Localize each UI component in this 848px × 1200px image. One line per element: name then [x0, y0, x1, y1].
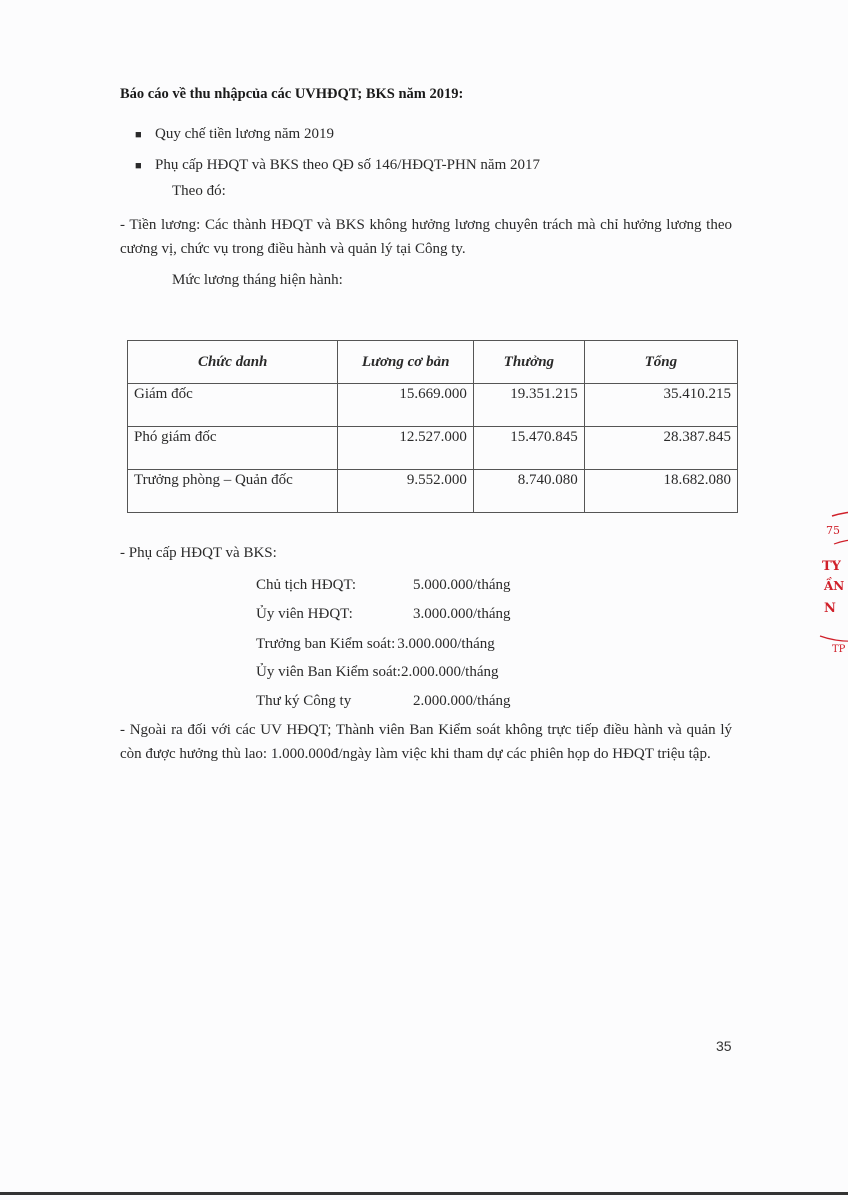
- table-row: [128, 384, 738, 427]
- allowance-role: Thư ký Công ty: [256, 693, 352, 709]
- salary-paragraph: - Tiền lương: Các thành HĐQT và BKS không hưởng lương chuyên trách mà chỉ hưởng lương theo cương vị, chức vụ trong điều hành và quản lý tại Công ty.: [120, 217, 732, 257]
- allowance-row: [256, 636, 495, 653]
- bullet-dot-icon: ■: [135, 128, 142, 141]
- allowance-amount: 3.000.000/tháng: [397, 636, 495, 652]
- cell-bonus: 19.351.215: [473, 384, 584, 427]
- stamp-fragment: TY: [822, 559, 841, 574]
- closing-paragraph: - Ngoài ra đối với các UV HĐQT; Thành viên Ban Kiểm soát không trực tiếp điều hành và quản lý còn được hưởng thù lao: 1.000.000đ/ngày làm việc khi tham dự các phiên họp do HĐQT triệu tập.: [120, 722, 732, 762]
- allowance-amount: 2.000.000/tháng: [413, 693, 511, 709]
- bullet-dot-icon: ■: [135, 159, 142, 172]
- allowance-amount: 2.000.000/tháng: [400, 664, 499, 680]
- company-seal-stamp: [812, 508, 848, 658]
- report-title: Báo cáo về thu nhậpcủa các UVHĐQT; BKS năm 2019:: [120, 86, 464, 102]
- header-total: Tổng: [584, 341, 737, 384]
- salary-table: [127, 340, 738, 513]
- stamp-fragment: N: [824, 601, 836, 616]
- allowance-amount: 5.000.000/tháng: [413, 577, 511, 593]
- allowance-amount: 3.000.000/tháng: [413, 606, 511, 622]
- header-bonus: Thưởng: [473, 341, 584, 384]
- cell-title: Trưởng phòng – Quản đốc: [128, 470, 338, 513]
- bullet-item: [135, 157, 540, 174]
- allowance-role: Chủ tịch HĐQT:: [256, 577, 357, 593]
- table-row: [128, 427, 738, 470]
- cell-base-salary: 15.669.000: [338, 384, 474, 427]
- cell-total: 28.387.845: [584, 427, 737, 470]
- header-base-salary: Lương cơ bản: [338, 341, 474, 384]
- table-row: [128, 470, 738, 513]
- salary-intro: Mức lương tháng hiện hành:: [172, 272, 343, 288]
- allowance-row: [256, 664, 498, 681]
- allowance-row: [256, 606, 511, 623]
- cell-total: 35.410.215: [584, 384, 737, 427]
- page-number: 35: [716, 1038, 732, 1054]
- cell-base-salary: 12.527.000: [338, 427, 474, 470]
- bullet-item: [135, 126, 334, 143]
- theo-do-text: Theo đó:: [172, 183, 226, 199]
- header-title: Chức danh: [128, 341, 338, 384]
- bullet-text: Phụ cấp HĐQT và BKS theo QĐ số 146/HĐQT-PHN năm 2017: [155, 157, 540, 173]
- cell-title: Phó giám đốc: [128, 427, 338, 470]
- scan-edge-line: [0, 1192, 848, 1195]
- stamp-fragment: ẦN: [824, 579, 845, 593]
- allowance-role: Ủy viên HĐQT:: [256, 606, 353, 622]
- cell-total: 18.682.080: [584, 470, 737, 513]
- cell-title: Giám đốc: [128, 384, 338, 427]
- cell-bonus: 8.740.080: [473, 470, 584, 513]
- allowance-row: [256, 693, 511, 710]
- stamp-fragment: TP: [832, 644, 846, 655]
- bullet-text: Quy chế tiền lương năm 2019: [155, 126, 334, 142]
- table-header-row: [128, 341, 738, 384]
- cell-bonus: 15.470.845: [473, 427, 584, 470]
- allowance-row: [256, 577, 511, 594]
- allowance-heading: - Phụ cấp HĐQT và BKS:: [120, 545, 277, 561]
- cell-base-salary: 9.552.000: [338, 470, 474, 513]
- allowance-role: Trưởng ban Kiểm soát:: [256, 636, 396, 652]
- stamp-fragment: 75: [826, 524, 840, 537]
- allowance-role: Ủy viên Ban Kiểm soát:: [256, 664, 401, 680]
